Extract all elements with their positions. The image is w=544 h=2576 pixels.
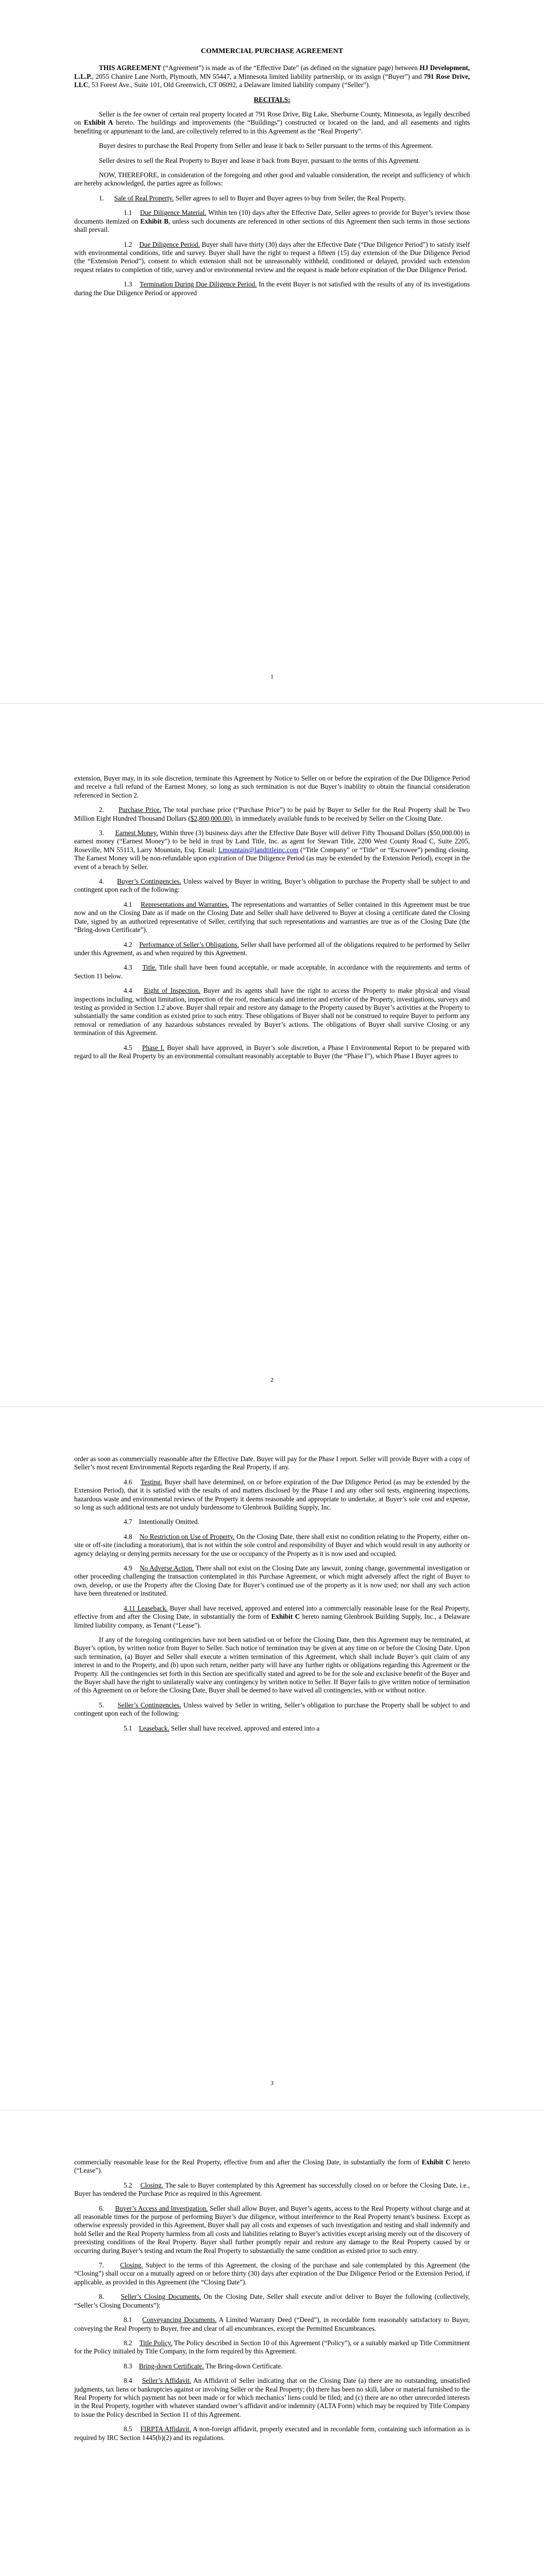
section-title: Purchase Price. (118, 806, 161, 814)
section-number: 4.9 (124, 1564, 132, 1572)
page-1-content (74, 47, 470, 303)
section-4-4 (74, 987, 470, 1037)
section-number: 7. (99, 2261, 104, 2269)
section-number: 1. (99, 194, 104, 202)
section-title: Closing. (140, 2181, 163, 2189)
section-text: Buyer and its agents shall have the right to access the Property to make physical and visual inspections including, without limitation, inspection of the roof, mechanicals and interior and exterior of the Property, investigations, surveys and testing as provided in Section 1.2 above. Buyer shall repair and restore any damage to the Property caused by Buyer’s activities at the Property to substantially the same condition as existed prior to such entry. These obligations of Buyer shall not be construed to require Buyer to perform any removal or remediation of any hazardous substances revealed by Buyer’s actions. The obligations of Buyer shall survive Closing or any termination of this Agreement. (74, 987, 470, 1037)
section-number: 4.7 (124, 1518, 132, 1526)
section-4-5 (74, 1044, 470, 1061)
section-4-9 (74, 1564, 470, 1598)
section-number: 5.1 (124, 1724, 132, 1732)
section-text: The representations and warranties of Seller contained in this Agreement must be true now and on the Closing Date as if made on the Closing Date and Seller shall have delivered to Buyer at closing a certificate dated the Closing Date, signed by an authorized representative of Seller, certifying that such representations and warranties are true as of the Closing Date (the “Bring-down Certificate”). (74, 900, 470, 934)
section-title: Right of Inspection. (144, 987, 200, 995)
section-number: 2. (99, 806, 104, 814)
section-8-4 (74, 2377, 470, 2419)
recital-a-text: Seller is the fee owner of certain real property located at 791 Rose Drive, Big Lake, Sherburne County, Minnesota, as legally described on (74, 110, 470, 127)
section-1-3 (74, 280, 470, 297)
section-title: Testing. (141, 1478, 163, 1486)
page-2-content (74, 774, 470, 1066)
exhibit-a-ref: Exhibit A (83, 118, 113, 127)
section-text: The total purchase price (“Purchase Price”) to be paid by Buyer to Seller for the Real Property shall be Two Million Eight Hundred Thousand Dollars ( (74, 806, 470, 822)
section-5-1-continued (74, 2158, 470, 2175)
section-number: 1.3 (124, 280, 132, 289)
intro-text-1: (“Agreement”) is made as of the “Effective Date” (as defined on the signature page) between (161, 64, 420, 72)
section-title: Closing. (120, 2261, 143, 2269)
section-title: Representations and Warranties. (141, 900, 229, 908)
section-text: On the Closing Date, there shall exist no condition relating to the Property, either on-site or off-site (including a moratorium), that is not within the sole control and responsibility of Buyer and which would result in any authority or agency delaying or denying permits necessary for the use or occupancy of the Property as it is now used and occupied. (74, 1532, 470, 1557)
page-4 (0, 2110, 544, 2576)
section-text: Within ten (10) days after the Effective Date, Seller agrees to provide for Buyer’s review those documents itemized on (74, 209, 470, 225)
section-text: Buyer shall have approved, in Buyer’s sole discretion, a Phase I Environmental Report to be prepared with regard to all the Real Property by an environmental consultant reasonably acceptable to Buyer (the “Phase I”), which Phase I Buyer agrees to (74, 1043, 470, 1060)
section-title: Performance of Seller’s Obligations. (139, 940, 239, 948)
section-4 (74, 877, 470, 894)
section-title: No Restriction on Use of Property. (139, 1532, 235, 1540)
page-number: 2 (270, 1376, 274, 1383)
section-text: There shall not exist on the Closing Date any lawsuit, zoning change, governmental investigation or other proceeding challenging the transaction contemplated in this Purchase Agreement, or which might adversely affect the right of Buyer to own, develop, or use the Property after the Closing Date for Buyer’s continued use of the property as it is now used; nor shall any such action have been threatened or instituted. (74, 1564, 470, 1598)
section-number: 5.2 (124, 2181, 132, 2189)
page-4-content (74, 2158, 470, 2448)
section-number: 6. (99, 2204, 104, 2212)
recitals-heading: RECITALS: (253, 95, 291, 104)
section-number: 4.8 (124, 1532, 132, 1540)
page-3-content (74, 1455, 470, 1739)
section-number: 4. (99, 877, 104, 886)
section-title: FIRPTA Affidavit. (140, 2425, 191, 2433)
section-title: Seller’s Affidavit. (142, 2377, 192, 2385)
section-8 (74, 2293, 470, 2310)
recital-a (74, 110, 470, 135)
section-title: Bring-down Certificate. (139, 2362, 204, 2370)
section-title: Sale of Real Property. (114, 194, 174, 202)
section-7 (74, 2261, 470, 2286)
section-8-1 (74, 2316, 470, 2333)
section-text: The Bring-down Certificate. (203, 2362, 283, 2370)
section-text: Seller agrees to sell to Buyer and Buyer agrees to buy from Seller, the Real Property. (174, 194, 406, 202)
section-8-5 (74, 2425, 470, 2442)
section-title: No Adverse Action. (140, 1564, 194, 1572)
intro-paragraph (74, 64, 470, 89)
section-6 (74, 2205, 470, 2255)
section-4-8 (74, 1533, 470, 1558)
section-number: 5. (99, 1701, 104, 1709)
section-title: Leaseback. (139, 1724, 169, 1732)
section-text: Unless waived by Buyer in writing, Buyer’s obligation to purchase the Property shall be subject to and contingent upon each of the following: (74, 877, 470, 894)
section-text-end: , unless such documents are referenced in other sections of this Agreement then such terms in those sections shall prevail. (74, 217, 470, 234)
section-1-1 (74, 209, 470, 234)
section-4-11 (74, 1604, 470, 1630)
section-title: 4.11 Leaseback. (124, 1604, 168, 1612)
recital-b: Buyer desires to purchase the Real Property from Seller and lease it back to Seller pursuant to the terms of this Agreement. (99, 142, 433, 150)
section-title: Due Diligence Period. (139, 240, 200, 248)
section-title: Earnest Money. (115, 829, 158, 837)
section-4-6 (74, 1478, 470, 1512)
section-text: Seller shall have performed all of the obligations required to be performed by Seller under this Agreement, as and when required by this Agreement. (74, 940, 470, 957)
recital-a-text-end: hereto. The buildings and improvements (the “Buildings”) constructed or located on the land, and all easements and rights benefiting or appurtenant to the land, are collectively referred to in this Agreement as the “Real Property”. (74, 118, 470, 135)
purchase-price-amount: $2,800,000.00 (190, 814, 230, 822)
section-number: 1.1 (124, 209, 132, 217)
section-text: Intentionally Omitted. (139, 1518, 199, 1526)
section-4-1 (74, 901, 470, 935)
section-title: Title. (142, 963, 157, 972)
section-title: Phase I. (142, 1043, 165, 1052)
section-number: 4.4 (124, 987, 132, 995)
buyer-name: HJ Development, L.L.P. (74, 64, 470, 80)
section-title: Termination During Due Diligence Period. (140, 280, 257, 289)
section-number: 1.2 (124, 240, 132, 248)
section-title: Title Policy. (139, 2338, 173, 2347)
section-number: 4.1 (124, 900, 132, 908)
section-text: The Policy described in Section 10 of this Agreement (“Policy”), or a suitably marked up Title Commitment for the Policy initialed by Title Company, in the form required by this Agreement. (74, 2338, 470, 2355)
section-text: Subject to the terms of this Agreement, the closing of the purchase and sale contemplated by this Agreement (the “Closing”) shall occur on a mutually agreed on or before thirty (30) days after expiration of the Due Diligence Period or the Extension Period, if applicable, as provided in this Agreement (the “Closing Date”). (74, 2261, 470, 2286)
section-text: Title shall have been found acceptable, or made acceptable, in accordance with the requirements and terms of Section 11 below. (74, 963, 470, 980)
section-1-2 (74, 241, 470, 275)
section-text: commercially reasonable lease for the Real Property, effective from and after the Closing Date, in substantially the form of (74, 2158, 422, 2166)
seller-name: 791 Rose Drive, LLC (74, 72, 470, 89)
section-title: Due Diligence Material. (140, 209, 207, 217)
section-4-5-continued: order as soon as commercially reasonable after the Effective Date. Buyer will pay for the Phase I report. Seller will provide Buyer with a copy of Seller’s most recent Environmental Reports regarding the Real Property, if any. (74, 1455, 470, 1471)
section-text: Seller shall have received, approved and entered into a (169, 1724, 320, 1732)
section-text: On the Closing Date, Seller shall execute and/or deliver to Buyer the following (collectively, “Seller’s Closing Documents”): (74, 2293, 470, 2309)
section-text-end: (“Title Company” or “Title” or “Escrowee”) pending closing. The Earnest Money will be non-refundable upon expiration of Due Diligence Period (as may be extended by the Extension Period), except in the event of a breach by Seller. (74, 845, 470, 871)
section-number: 4.3 (124, 963, 132, 972)
section-text: The sale to Buyer contemplated by this Agreement has successfully closed on or before the Closing Date, i.e., Buyer has tendered the Purchase Price as required in this Agreement. (74, 2181, 470, 2198)
recital-c: Seller desires to sell the Real Property to Buyer and lease it back from Buyer, pursuant to the terms of this Agreement. (99, 156, 420, 164)
intro-text-3: , 53 Forest Ave., Suite 101, Old Greenwich, CT 06092, a Delaware limited liability company (“Seller”). (88, 81, 370, 89)
section-8-2 (74, 2339, 470, 2356)
section-text: An Affidavit of Seller indicating that on the Closing Date (a) there are no outstanding, unsatisfied judgments, tax liens or bankruptcies against or involving Seller or the Real Property; (b) there has been no skill, labor or material furnished to the Real Property for which payment has not been made or for which mechanics’ liens could be filed; and (c) there are no other unrecorded interests in the Real Property, together with whatever standard owner’s affidavit and/or indemnity (ALTA Form) which may be required by Title Company to issue the Policy described in Section 11 of this Agreement. (74, 2377, 470, 2418)
page-2 (0, 703, 544, 1406)
section-text: Buyer shall have received, approved and entered into a commercially reasonable lease for the Real Property, effective from and after the Closing Date, in substantially the form of (74, 1604, 470, 1621)
section-text: A non-foreign affidavit, properly executed and in recordable form, containing such information as is required by IRC Section 1445(b)(2) and its regulations. (74, 2425, 470, 2442)
intro-lead: THIS AGREEMENT (99, 64, 161, 72)
document-title: COMMERCIAL PURCHASE AGREEMENT (200, 47, 344, 55)
section-5-1 (74, 1724, 470, 1733)
section-text-end: hereto (“Lease”). (74, 2158, 470, 2175)
section-number: 3. (99, 829, 104, 837)
section-text: Buyer shall have determined, on or before expiration of the Due Diligence Period (as may be extended by the Extension Period), that it is satisfied with the results of and matters disclosed by the Phase I and any other soil tests, engineering inspections, hazardous waste and environmental reviews of the Property it deems reasonable and appropriate to undertake, at Buyer’s sole cost and expense, so long as such additional tests are not unduly burdensome to Glenbrook Building Supply, Inc. (74, 1478, 470, 1512)
section-number: 4.2 (124, 940, 132, 948)
section-number: 4.6 (124, 1478, 132, 1486)
page-number: 1 (270, 673, 274, 680)
section-text-end: ), in immediately available funds to be received by Seller on the Closing Date. (229, 814, 443, 822)
section-title: Conveyancing Documents. (142, 2316, 217, 2324)
section-number: 8.2 (124, 2338, 132, 2347)
section-number: 8.5 (124, 2425, 132, 2433)
section-text: A Limited Warranty Deed (“Deed”), in recordable form reasonably satisfactory to Buyer, conveying the Real Property to Buyer, free and clear of all encumbrances, except the Permitted Encumbrances. (74, 2316, 470, 2332)
escrow-email-link[interactable]: Lmountain@landtitleinc.com (218, 845, 299, 854)
section-5-2 (74, 2181, 470, 2198)
intro-text-2: , 2055 Chanire Lane North, Plymouth, MN 55447, a Minnesota limited liability partnership, or its assign (“Buyer”) and (92, 72, 424, 80)
section-1 (74, 194, 470, 202)
section-1-3-continued: extension, Buyer may, in its sole discretion, terminate this Agreement by Notice to Seller on or before the expiration of the Due Diligence Period and receive a full refund of the Earnest Money, so long as such termination is not due Buyer’s inability to obtain the financial consideration referenced in Section 2. (74, 774, 470, 799)
page-1 (0, 0, 544, 703)
section-number: 8.3 (124, 2362, 132, 2370)
section-number: 8.4 (124, 2377, 132, 2385)
section-number: 8.1 (124, 2316, 132, 2324)
exhibit-b-ref: Exhibit B (140, 217, 169, 225)
section-number: 8. (99, 2293, 104, 2301)
section-text: Unless waived by Seller in writing, Seller’s obligation to purchase the Property shall be subject to and contingent upon each of the following: (74, 1701, 470, 1718)
section-5 (74, 1701, 470, 1718)
section-2 (74, 806, 470, 823)
section-3 (74, 829, 470, 871)
recitals-heading-line (74, 96, 470, 104)
section-4-7 (74, 1518, 470, 1526)
contingency-failure-paragraph: If any of the foregoing contingencies have not been satisfied on or before the Closing Date, then this Agreement may be terminated, at Buyer’s option, by written notice from Buyer to Seller. Such notice of termination may be given at any time on or before the Closing Date. Upon such termination, (a) Buyer and Seller shall execute a written termination of this Agreement, which shall include Buyer’s quit claim of any interest in and to the Property, and (b) upon such return, neither party will have any further rights or obligations regarding this Agreement or the Property. All the contingencies set forth in this Section are specifically stated and agreed to be for the sole and exclusive benefit of the Buyer and the Buyer shall have the right to unilaterally waive any contingency by written notice to Seller. If Buyer fails to give written notice of termination of this Agreement on or before the Closing Date, Buyer shall be deemed to have waived all contingencies, with or without notice. (74, 1635, 470, 1694)
now-therefore-paragraph: NOW, THEREFORE, in consideration of the foregoing and other good and valuable consideration, the receipt and sufficiency of which are hereby acknowledged, the parties agree as follows: (74, 171, 470, 188)
section-text: Seller shall allow Buyer, and Buyer’s agents, access to the Real Property without charge and at all reasonable times for the purpose of performing Buyer’s due diligence, without interference to the Real Property tenant’s business. Except as otherwise expressly provided in this Agreement, Buyer shall pay all costs and expenses of such investigation and testing and shall indemnify and hold Seller and the Real Property harmless from all costs and liabilities relating to Buyer’s activities except arising merely out of the discovery of preexisting conditions of the Real Property. Buyer shall further promptly repair and restore any damage to the Real Property caused by or occurring during Buyer’s testing and return the Real Property to substantially the same condition as existed prior to such entry. (74, 2204, 470, 2255)
page-3 (0, 1406, 544, 2110)
section-number: 4.5 (124, 1043, 132, 1052)
section-text: Buyer shall have thirty (30) days after the Effective Date (“Due Diligence Period”) to satisfy itself with environmental conditions, title and survey. Buyer shall have the right to request a fifteen (15) day extension of the Due Diligence Period (the “Extension Period”), consent to which extension shall not be unreasonably withheld, conditioned or delayed, provided such extension request relates to completion of title, survey and/or environmental review and the request is made before expiration of the Due Diligence Period. (74, 240, 470, 274)
section-text-end: hereto naming Glenbrook Building Supply, Inc., a Delaware limited liability company, as Tenant (“Lease”). (74, 1613, 470, 1629)
exhibit-c-ref: Exhibit C (421, 2158, 451, 2166)
page-number: 3 (270, 2079, 274, 2087)
exhibit-c-ref: Exhibit C (271, 1613, 300, 1621)
section-4-3 (74, 963, 470, 980)
section-title: Seller’s Contingencies. (117, 1701, 181, 1709)
section-title: Buyer’s Contingencies. (117, 877, 181, 886)
section-text: In the event Buyer is not satisfied with the results of any of its investigations during the Due Diligence Period or approved (74, 280, 470, 297)
section-title: Seller’s Closing Documents. (121, 2293, 201, 2301)
section-4-2 (74, 941, 470, 958)
section-title: Buyer’s Access and Investigation. (115, 2204, 208, 2212)
section-text: Within three (3) business days after the Effective Date Buyer will deliver Fifty Thousand Dollars ($50,000.00) in earnest money (“Earnest Money”) to be held in trust by Land Title, Inc. as agent for Stewart Title, 2200 West County Road C, Suite 2205, Roseville, MN 55113, Larry Mountain, Esq. Email: (74, 829, 470, 854)
section-8-3 (74, 2362, 470, 2370)
